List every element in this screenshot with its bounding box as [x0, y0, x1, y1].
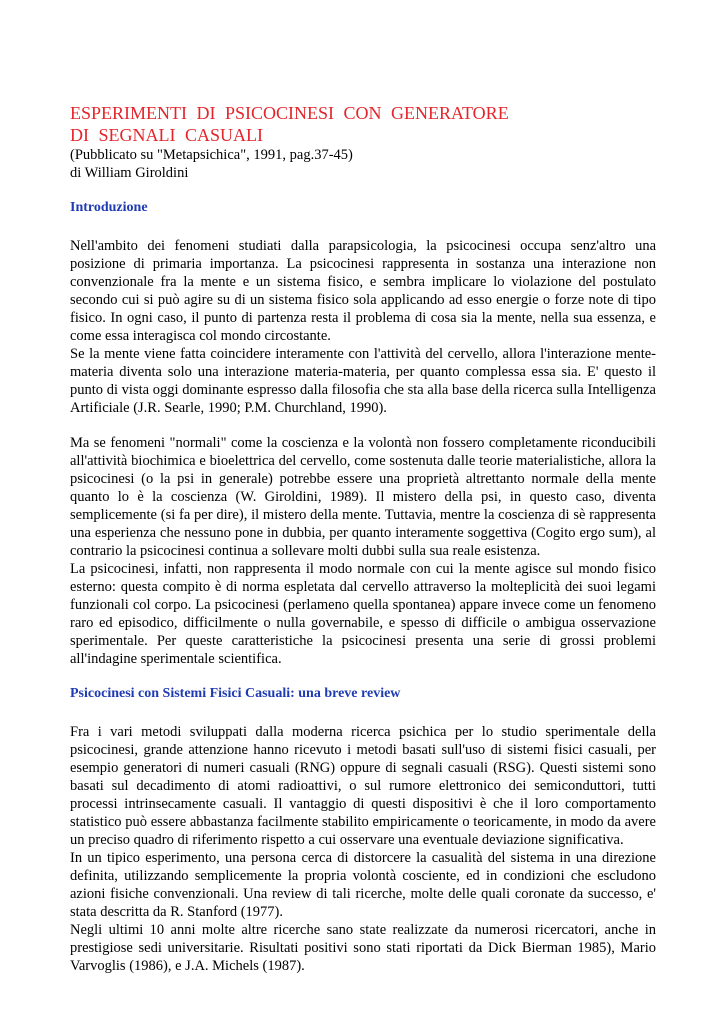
document-page	[70, 102, 656, 975]
paragraph: Fra i vari metodi sviluppati dalla moderna ricerca psichica per lo studio sperimentale della psicocinesi, grande attenzione hanno ricevuto i metodi basati sull'uso di sistemi fisici casuali, per esempio generatori di numeri casuali (RNG) oppure di segnali casuali (RSG). Questi sistemi sono basati sul decadimento di atomi radioattivi, o sul rumore elettronico dei semiconduttori, tutti processi intrinsecamente casuali. Il vantaggio di questi dispositivi è che il loro comportamento statistico può essere abbastanza facilmente stabilito empiricamente o teoricamente, in modo da avere un preciso quadro di riferimento rispetto a cui osservare una eventuale deviazione significativa.	[70, 724, 656, 848]
document-title-line-1: ESPERIMENTI DI PSICOCINESI CON GENERATORE	[70, 103, 509, 123]
document-title-line-2: DI SEGNALI CASUALI	[70, 125, 263, 145]
paragraph: Se la mente viene fatta coincidere interamente con l'attività del cervello, allora l'interazione mente-materia diventa solo una interazione materia-materia, per quanto complessa essa sia. E' questo il punto di vista oggi dominante espresso dalla filosofia che sta alla base della ricerca sulla Intelligenza Artificiale (J.R. Searle, 1990; P.M. Churchland, 1990).	[70, 346, 656, 416]
paragraph: Ma se fenomeni "normali" come la coscienza e la volontà non fossero completamente riconducibili all'attività biochimica e bioelettrica del cervello, come sostenuta dalle teorie materialistiche, allora la psicocinesi (o la psi in generale) potrebbe essere una proprietà altrettanto normale della mente quanto lo è la coscienza (W. Giroldini, 1989). Il mistero della psi, in questo caso, diventa semplicemente (si fa per dire), il mistero della mente. Tuttavia, mentre la coscienza di sè rappresenta una esperienza che nessuno pone in dubbia, per quanto interamente soggettiva (Cogito ergo sum), al contrario la psicocinesi continua a sollevare molti dubbi sulla sua reale esistenza.	[70, 435, 656, 559]
section-heading-review: Psicocinesi con Sistemi Fisici Casuali: una breve review	[70, 686, 401, 701]
section-heading-introduzione: Introduzione	[70, 200, 148, 215]
author-line: di William Giroldini	[70, 165, 189, 181]
paragraph: Nell'ambito dei fenomeni studiati dalla parapsicologia, la psicocinesi occupa senz'altro una posizione di primaria importanza. La psicocinesi rappresenta in sostanza una interazione non convenzionale fra la mente e un sistema fisico, e sembra implicare lo violazione del postulato secondo cui si può agire su di un sistema fisico sola applicando ad esso energie o forze note di tipo fisico. In ogni caso, il punto di partenza resta il problema di cosa sia la mente, nella sua essenza, e come essa interagisca col mondo circostante.	[70, 238, 656, 344]
paragraph: La psicocinesi, infatti, non rappresenta il modo normale con cui la mente agisce sul mondo fisico esterno: questa compito è di norma espletata dal cervello attraverso la molteplicità dei suoi legami funzionali col corpo. La psicocinesi (perlameno quella spontanea) appare invece come un fenomeno raro ed episodico, difficilmente o nulla governabile, e spesso di difficile o ambigua osservazione sperimentale. Per queste caratteristiche la psicocinesi presenta una serie di grossi problemi all'indagine sperimentale scientifica.	[70, 561, 656, 667]
publication-note: (Pubblicato su "Metapsichica", 1991, pag.37-45)	[70, 147, 353, 163]
paragraph: In un tipico esperimento, una persona cerca di distorcere la casualità del sistema in una direzione definita, utilizzando semplicemente la propria volontà cosciente, ed in condizioni che escludono azioni fisiche convenzionali. Una review di tali ricerche, molte delle quali coronate da successo, e' stata descritta da R. Stanford (1977).	[70, 850, 656, 920]
paragraph: Negli ultimi 10 anni molte altre ricerche sano state realizzate da numerosi ricercatori, anche in prestigiose sedi universitarie. Risultati positivi sono stati riportati da Dick Bierman 1985), Mario Varvoglis (1986), e J.A. Michels (1987).	[70, 922, 656, 974]
